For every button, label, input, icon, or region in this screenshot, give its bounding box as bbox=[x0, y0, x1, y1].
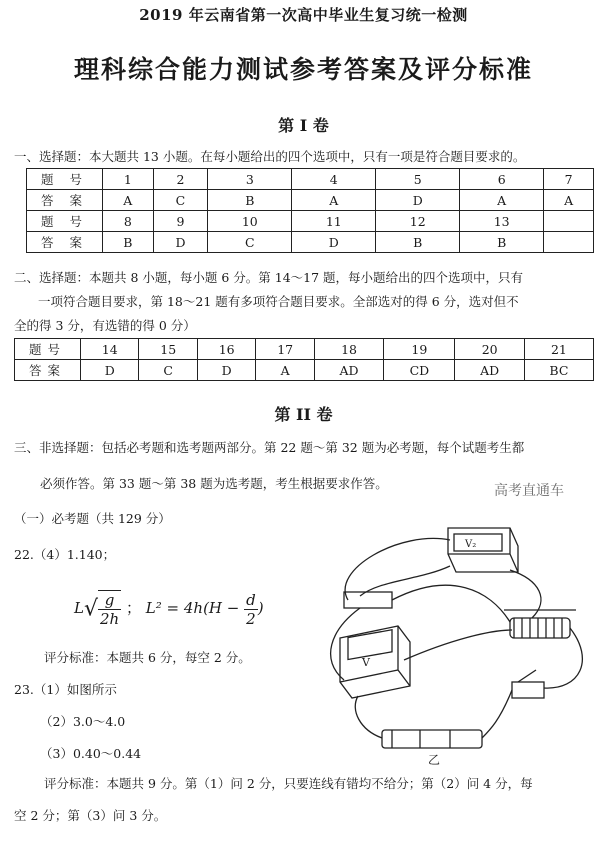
section2-table-cell: 17 bbox=[256, 339, 314, 360]
formula-2: 2 bbox=[246, 609, 256, 628]
section1-table-cell: 9 bbox=[153, 211, 208, 232]
section2-intro-line1: 二、选择题：本题共 8 小题，每小题 6 分。第 14～17 题，每小题给出的四个选项中，只有 bbox=[14, 270, 524, 285]
document-title: 理科综合能力测试参考答案及评分标准 bbox=[73, 55, 533, 84]
section1-table-row-label: 题 号 bbox=[27, 211, 103, 232]
section1-table-cell: B bbox=[376, 232, 460, 253]
section2-table-row bbox=[15, 339, 594, 360]
rheostat bbox=[510, 618, 570, 638]
section1-table-cell: D bbox=[153, 232, 208, 253]
section2-table-cell: 14 bbox=[81, 339, 139, 360]
section2-table-cell: 15 bbox=[139, 339, 197, 360]
section1-table-row bbox=[27, 232, 594, 253]
q23-part3: （3）0.40～0.44 bbox=[40, 746, 142, 761]
meter-label-v: V bbox=[362, 656, 370, 669]
volume-1-title: 第 I 卷 bbox=[278, 116, 329, 135]
section1-table-cell: A bbox=[544, 190, 594, 211]
figure-caption: 乙 bbox=[428, 753, 441, 767]
section2-table-cell: 18 bbox=[314, 339, 383, 360]
circuit-diagram bbox=[300, 510, 600, 768]
section1-table-cell: B bbox=[460, 232, 544, 253]
q22-label: 22.（4）1.140； bbox=[14, 547, 116, 562]
formula-L: L bbox=[74, 599, 84, 617]
section2-table-cell: AD bbox=[455, 360, 524, 381]
section1-table-cell: B bbox=[103, 232, 154, 253]
section2-table-cell: BC bbox=[524, 360, 593, 381]
meter-label-v2: V₂ bbox=[465, 539, 477, 550]
section1-table-cell bbox=[544, 211, 594, 232]
section1-table-row-label: 题 号 bbox=[27, 169, 103, 190]
section2-table-cell: AD bbox=[314, 360, 383, 381]
formula-eq: L² = 4h(H − bbox=[145, 599, 240, 617]
section2-table-row bbox=[15, 360, 594, 381]
section2-table-row-label: 答案 bbox=[15, 360, 81, 381]
section1-table-cell: 4 bbox=[292, 169, 376, 190]
q23-label: 23.（1）如图所示 bbox=[14, 682, 117, 697]
q23-part2: （2）3.0～4.0 bbox=[40, 714, 126, 729]
section2-intro-line3: 全的得 3 分，有选错的得 0 分） bbox=[14, 318, 196, 333]
section2-table-row-label: 题号 bbox=[15, 339, 81, 360]
document-header: 2019 年云南省第一次高中毕业生复习统一检测 bbox=[139, 6, 468, 24]
section1-table-cell: 6 bbox=[460, 169, 544, 190]
formula-d: d bbox=[246, 590, 256, 609]
section1-table-cell: 5 bbox=[376, 169, 460, 190]
formula-close: ) bbox=[257, 599, 264, 617]
section1-table-cell: 3 bbox=[208, 169, 292, 190]
section1-table-cell: A bbox=[292, 190, 376, 211]
section2-table-cell: C bbox=[139, 360, 197, 381]
section1-table-cell: 10 bbox=[208, 211, 292, 232]
resistor-box bbox=[344, 592, 392, 608]
section1-table-cell: D bbox=[376, 190, 460, 211]
section3-subheading: （一）必考题（共 129 分） bbox=[14, 511, 171, 526]
section1-table-row-label: 答 案 bbox=[27, 232, 103, 253]
q23-scoring-line2: 空 2 分；第（3）问 3 分。 bbox=[14, 808, 167, 823]
section1-table-row bbox=[27, 169, 594, 190]
section2-table-cell: D bbox=[81, 360, 139, 381]
section2-table-cell: A bbox=[256, 360, 314, 381]
section1-table-row bbox=[27, 211, 594, 232]
section1-table-cell bbox=[544, 232, 594, 253]
section1-table-row-label: 答 案 bbox=[27, 190, 103, 211]
voltmeter-v2-dial bbox=[454, 534, 502, 551]
section2-table-cell: CD bbox=[384, 360, 455, 381]
section3-intro-line2: 必须作答。第 33 题～第 38 题为选考题，考生根据要求作答。 bbox=[40, 476, 388, 491]
section2-table-cell: 16 bbox=[197, 339, 255, 360]
formula-2h: 2h bbox=[100, 610, 120, 628]
section2-table-cell: 21 bbox=[524, 339, 593, 360]
q22-formula: L√ $\frac{g}{2h}$ ； L² = 4h(H − $\frac{d}{2}$ ) bbox=[74, 590, 264, 628]
section2-table-cell: 20 bbox=[455, 339, 524, 360]
q23-scoring-line1: 评分标准：本题共 9 分。第（1）问 2 分，只要连线有错均不给分；第（2）问 4 分，每 bbox=[44, 776, 533, 791]
section2-table-cell: D bbox=[197, 360, 255, 381]
section3-intro-line1: 三、非选择题：包括必考题和选考题两部分。第 22 题～第 32 题为必考题，每个试题考生都 bbox=[14, 440, 525, 455]
section1-table-cell: C bbox=[153, 190, 208, 211]
section1-table-cell: 8 bbox=[103, 211, 154, 232]
volume-2-title: 第 II 卷 bbox=[274, 405, 333, 424]
section1-table-cell: 2 bbox=[153, 169, 208, 190]
section1-table-cell: 11 bbox=[292, 211, 376, 232]
section1-table-cell: 1 bbox=[103, 169, 154, 190]
watermark-text: 高考直通车 bbox=[494, 483, 564, 499]
section1-table-cell: 13 bbox=[460, 211, 544, 232]
section1-table-cell: 7 bbox=[544, 169, 594, 190]
switch bbox=[512, 682, 544, 698]
section2-table-cell: 19 bbox=[384, 339, 455, 360]
section1-table-cell: A bbox=[460, 190, 544, 211]
section2-intro-line2: 一项符合题目要求，第 18～21 题有多项符合题目要求。全部选对的得 6 分，选对但不 bbox=[38, 294, 519, 309]
section1-table-cell: D bbox=[292, 232, 376, 253]
formula-g: g bbox=[98, 591, 121, 610]
section1-table-cell: B bbox=[208, 190, 292, 211]
q22-scoring: 评分标准：本题共 6 分，每空 2 分。 bbox=[44, 650, 251, 665]
section1-answer-table bbox=[26, 168, 594, 253]
section1-table-cell: C bbox=[208, 232, 292, 253]
section1-table-row bbox=[27, 190, 594, 211]
section1-table-cell: A bbox=[103, 190, 154, 211]
section1-table-cell: 12 bbox=[376, 211, 460, 232]
section2-answer-table bbox=[14, 338, 594, 381]
battery bbox=[382, 730, 482, 748]
section1-intro: 一、选择题：本大题共 13 小题。在每小题给出的四个选项中，只有一项是符合题目要求的。 bbox=[14, 149, 526, 164]
